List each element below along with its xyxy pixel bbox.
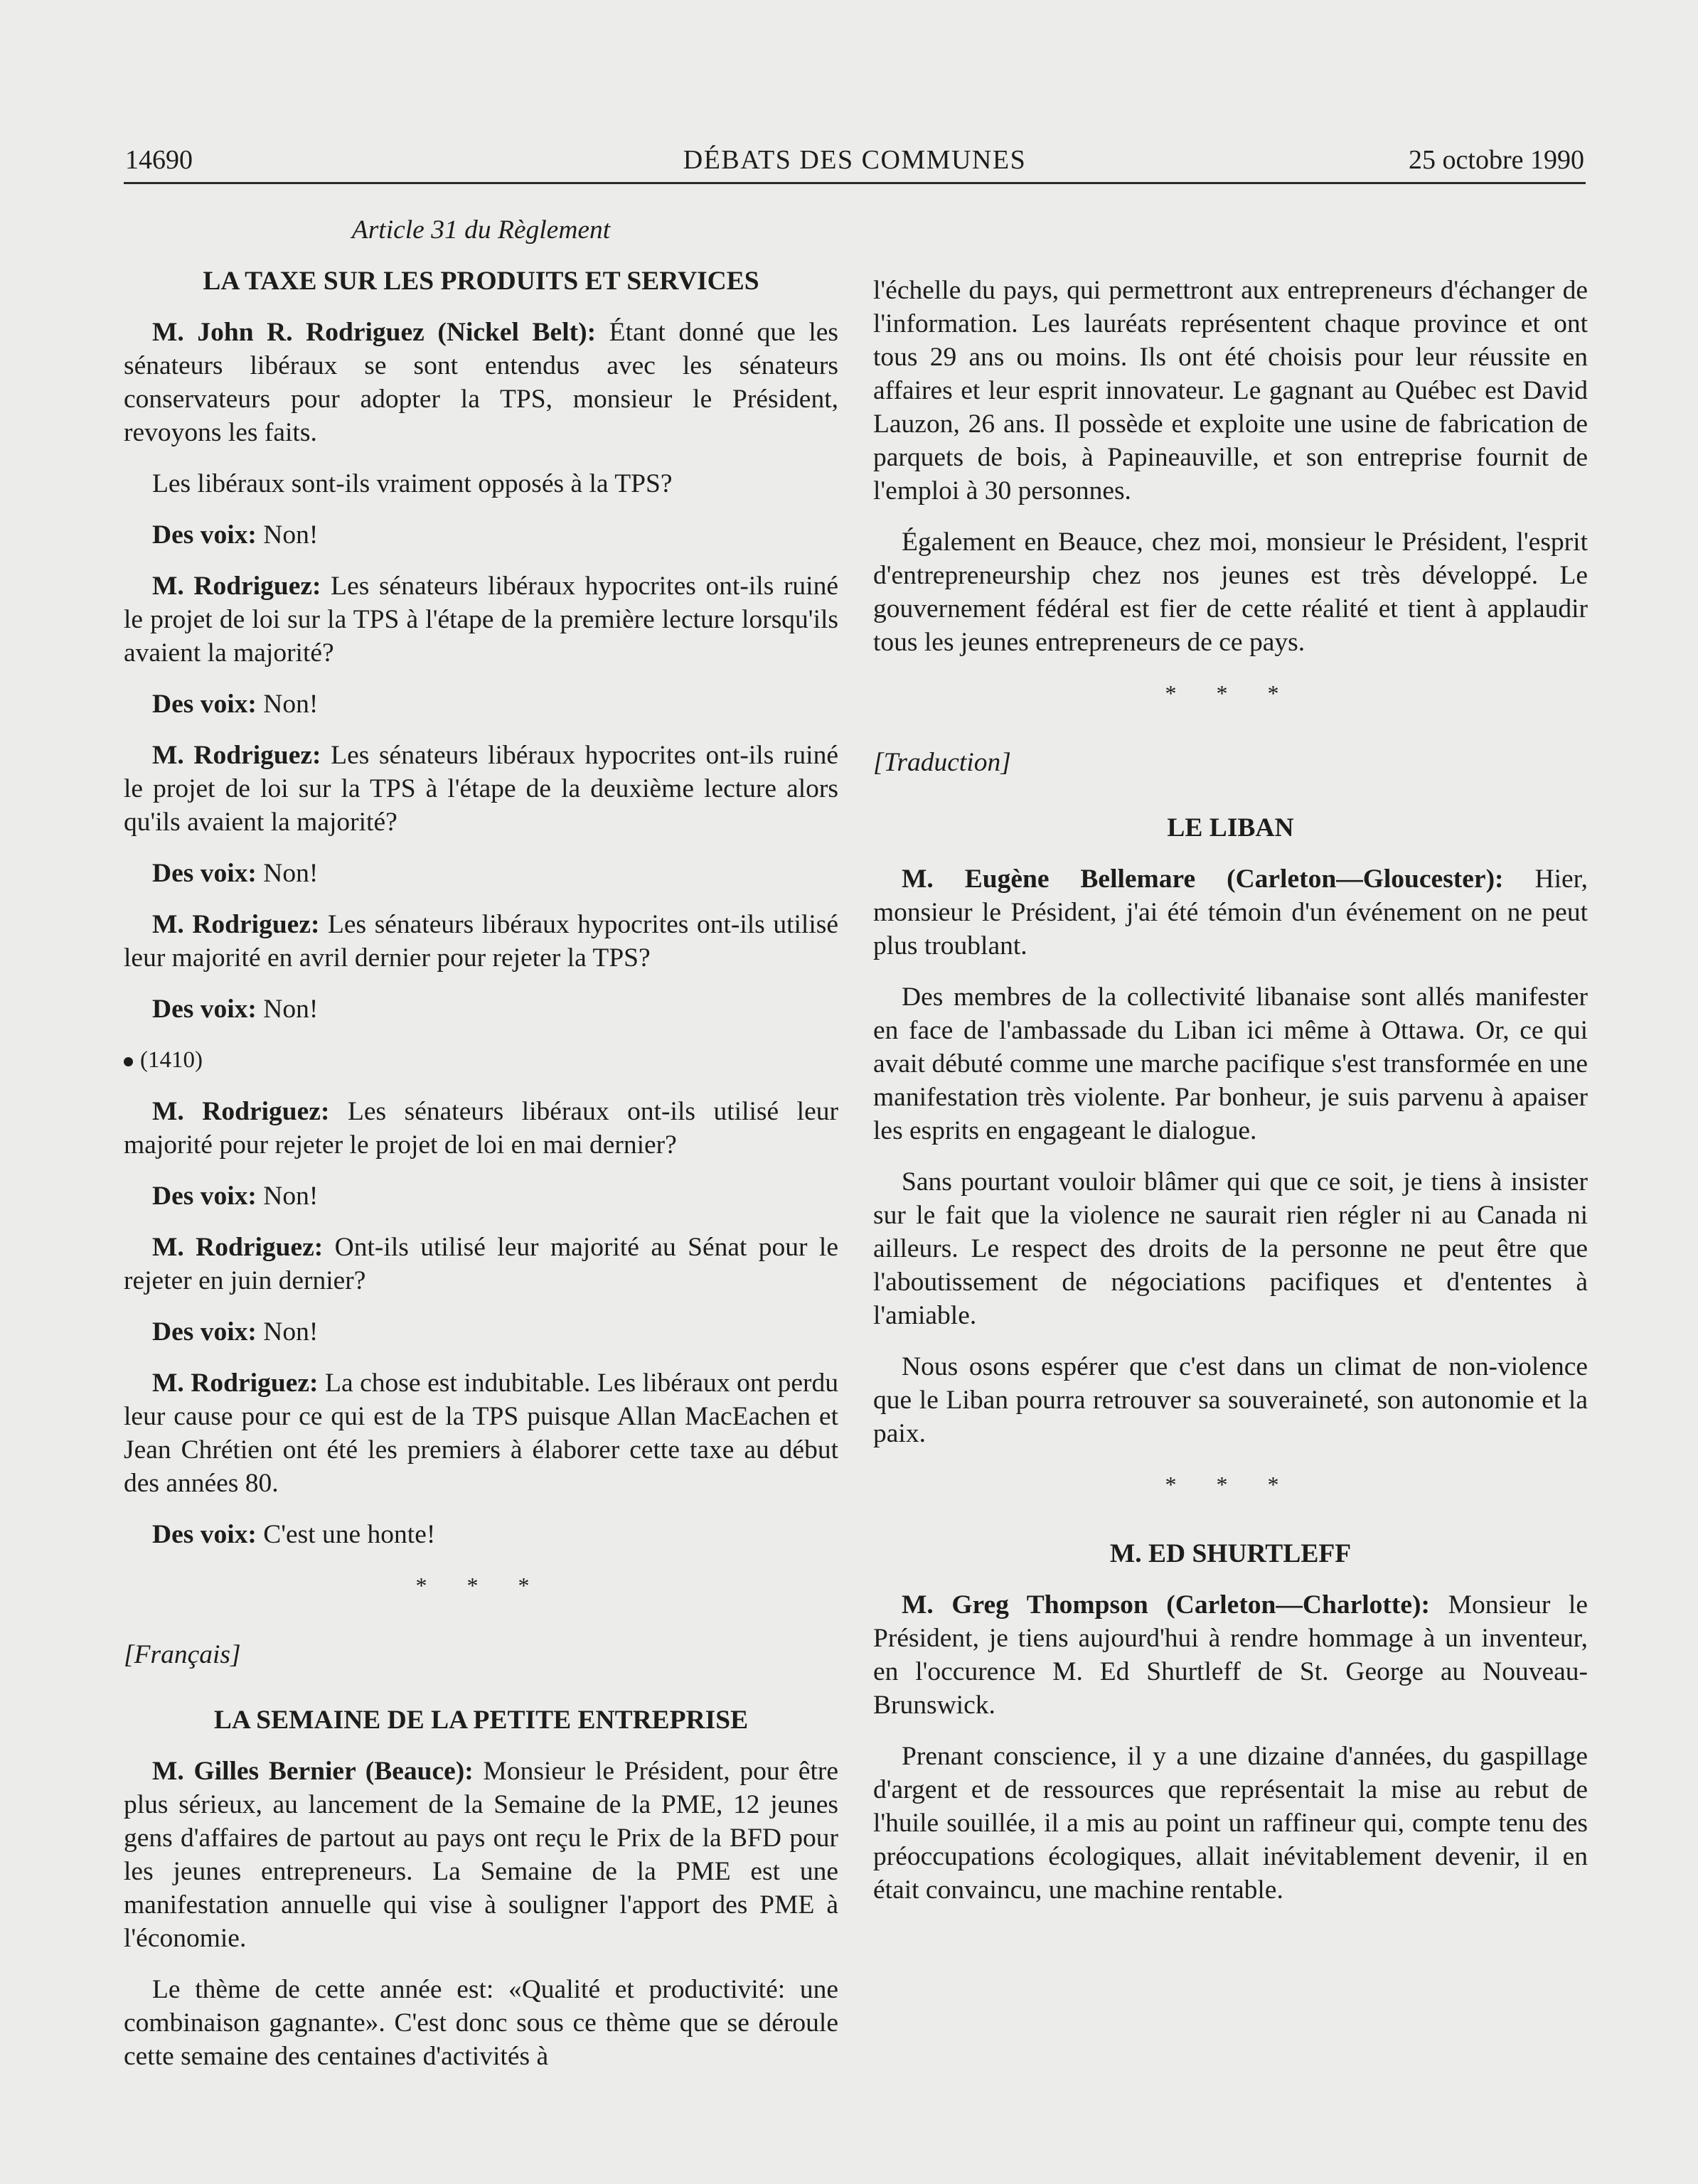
- paragraph: [124, 1366, 838, 1500]
- speaker-name: Des voix:: [152, 995, 257, 1024]
- right-column: [873, 274, 1588, 1925]
- speech-text: Les sénateurs libéraux hypocrites ont-ils ruiné le projet de loi sur la TPS à l'étape de la première lecture lorsqu'ils avaient la majorité?: [124, 572, 838, 668]
- paragraph: [124, 1231, 838, 1297]
- speaker-name: M. John R. Rodriguez (Nickel Belt):: [152, 318, 597, 347]
- language-marker: [Français]: [124, 1640, 241, 1669]
- speech-text: Les sénateurs libéraux hypocrites ont-ils ruiné le projet de loi sur la TPS à l'étape de la deuxième lecture alors qu'ils avaient la majorité?: [124, 741, 838, 837]
- paragraph: [124, 1179, 838, 1213]
- speaker-name: Des voix:: [152, 520, 257, 550]
- speech-text: Non!: [256, 520, 319, 550]
- speaker-name: M. Greg Thompson (Carleton—Charlotte):: [902, 1590, 1431, 1620]
- speaker-name: Des voix:: [152, 1182, 257, 1211]
- paragraph: [124, 908, 838, 975]
- paragraph: [124, 992, 838, 1026]
- speaker-name: M. Rodriguez:: [152, 1369, 319, 1398]
- timecode-text: (1410): [140, 1047, 203, 1073]
- speech-text: Hier, monsieur le Président, j'ai été témoin d'un événement on ne peut plus troublant.: [873, 864, 1588, 960]
- speaker-name: M. Rodriguez:: [152, 910, 320, 939]
- speech-text: Non!: [256, 859, 319, 888]
- paragraph: [124, 739, 838, 839]
- running-header: [124, 142, 1586, 184]
- speech-text: La chose est indubitable. Les libéraux ont perdu leur cause pour ce qui est de la TPS puisque Allan MacEachen et Jean Chrétien ont été les premiers à élaborer cette taxe au début des années 80.: [124, 1369, 838, 1498]
- section-title-pme: LA SEMAINE DE LA PETITE ENTREPRISE: [213, 1706, 749, 1735]
- publication-title: DÉBATS DES COMMUNES: [683, 145, 1027, 175]
- section-title-liban: LE LIBAN: [1167, 813, 1294, 842]
- speaker-name: M. Eugène Bellemare (Carleton—Gloucester):: [902, 864, 1504, 894]
- paragraph: [124, 1095, 838, 1162]
- speech-text: Non!: [256, 1182, 319, 1211]
- speech-text: Les sénateurs libéraux ont-ils utilisé leur majorité pour rejeter le projet de loi en mai dernier?: [124, 1097, 838, 1160]
- paragraph: Nous osons espérer que c'est dans un climat de non-violence que le Liban pourra retrouver sa souveraineté, son autonomie et la paix.: [873, 1352, 1588, 1448]
- language-marker: [Traduction]: [873, 748, 1011, 777]
- paragraph: Les libéraux sont-ils vraiment opposés à la TPS?: [152, 469, 673, 498]
- paragraph: Sans pourtant vouloir blâmer qui que ce soit, je tiens à insister sur le fait que la violence ne saurait rien régler ni au Canada ni ailleurs. Le respect des droits de la personne ne peut être que l'aboutissement de négociations pacifiques et d'ententes à l'amiable.: [873, 1167, 1588, 1330]
- speech-text: C'est une honte!: [256, 1520, 436, 1549]
- section-separator: * * *: [1165, 1472, 1296, 1497]
- speaker-name: Des voix:: [152, 1317, 257, 1347]
- paragraph: Des membres de la collectivité libanaise sont allés manifester en face de l'ambassade du Liban ici même à Ottawa. Or, ce qui avait débuté comme une marche pacifique s'est transformée en une manifestation très violente. Par bonheur, je suis parvenu à apaiser les esprits en engageant le dialogue.: [873, 983, 1588, 1145]
- speech-text: Monsieur le Président, je tiens aujourd'hui à rendre hommage à un inventeur, en l'occurence M. Ed Shurtleff de St. George au Nouveau-Brunswick.: [873, 1590, 1588, 1720]
- paragraph: Également en Beauce, chez moi, monsieur le Président, l'esprit d'entrepreneurship chez nos jeunes est très développé. Le gouvernement fédéral est fier de cette réalité et tient à applaudir tous les jeunes entrepreneurs de ce pays.: [873, 528, 1588, 657]
- speaker-name: M. Gilles Bernier (Beauce):: [152, 1757, 474, 1786]
- page-number: 14690: [125, 145, 193, 175]
- speaker-name: M. Rodriguez:: [152, 741, 321, 770]
- section-separator: * * *: [415, 1573, 547, 1598]
- paragraph: [124, 316, 838, 449]
- section-separator: * * *: [1165, 680, 1296, 706]
- header-date: 25 octobre 1990: [1409, 145, 1584, 175]
- paragraph: [124, 1315, 838, 1349]
- paragraph: [124, 1755, 838, 1955]
- paragraph: Le thème de cette année est: «Qualité et productivité: une combinaison gagnante». C'est donc sous ce thème que se déroule cette semaine des centaines d'activités à: [124, 1975, 838, 2071]
- speaker-name: Des voix:: [152, 1520, 257, 1549]
- speaker-name: Des voix:: [152, 690, 257, 719]
- speaker-name: M. Rodriguez:: [152, 1097, 330, 1126]
- timecode-marker: [124, 1044, 838, 1077]
- speaker-name: M. Rodriguez:: [152, 1233, 324, 1262]
- speech-text: Monsieur le Président, pour être plus sérieux, au lancement de la Semaine de la PME, 12 jeunes gens d'affaires de partout au pays ont reçu le Prix de la BFD pour les jeunes entrepreneurs. La Semaine de la PME est une manifestation annuelle qui vise à souligner l'apport des PME à l'économie.: [124, 1757, 838, 1953]
- section-title-shurtleff: M. ED SHURTLEFF: [1109, 1539, 1352, 1568]
- left-column: [124, 213, 838, 2091]
- paragraph: [873, 1588, 1588, 1722]
- paragraph: [873, 862, 1588, 963]
- section-title-tps: LA TAXE SUR LES PRODUITS ET SERVICES: [203, 267, 759, 296]
- paragraph: l'échelle du pays, qui permettront aux entrepreneurs d'échanger de l'information. Les lauréats représentent chaque province et ont tous 29 ans ou moins. Ils ont été choisis pour leur réussite en affaires et leur esprit innovateur. Le gagnant au Québec est David Lauzon, 26 ans. Il possède et exploite une usine de fabrication de parquets de bois, à Papineauville, et son entreprise fournit de l'emploi à 30 personnes.: [873, 276, 1588, 505]
- speech-text: Non!: [256, 690, 319, 719]
- bullet-icon: [124, 1057, 133, 1066]
- rubric-heading: Article 31 du Règlement: [351, 215, 611, 245]
- paragraph: [124, 857, 838, 890]
- paragraph: [124, 1518, 838, 1551]
- speech-text: Étant donné que les sénateurs libéraux se sont entendus avec les sénateurs conservateurs pour adopter la TPS, monsieur le Président, revoyons les faits.: [124, 318, 839, 447]
- speech-text: Non!: [256, 995, 319, 1024]
- paragraph: [124, 569, 838, 670]
- speech-text: Ont-ils utilisé leur majorité au Sénat pour le rejeter en juin dernier?: [124, 1233, 838, 1295]
- speaker-name: M. Rodriguez:: [152, 572, 321, 601]
- speaker-name: Des voix:: [152, 859, 257, 888]
- speech-text: Non!: [256, 1317, 319, 1347]
- paragraph: Prenant conscience, il y a une dizaine d'années, du gaspillage d'argent et de ressources que représentait la mise au rebut de l'huile souillée, il a mis au point un raffineur qui, compte tenu des préoccupations écologiques, allait inévitablement devenir, il en était convaincu, une machine rentable.: [873, 1742, 1588, 1905]
- paragraph: [124, 518, 838, 552]
- speech-text: Les sénateurs libéraux hypocrites ont-ils utilisé leur majorité en avril dernier pour rejeter la TPS?: [124, 910, 838, 973]
- paragraph: [124, 687, 838, 721]
